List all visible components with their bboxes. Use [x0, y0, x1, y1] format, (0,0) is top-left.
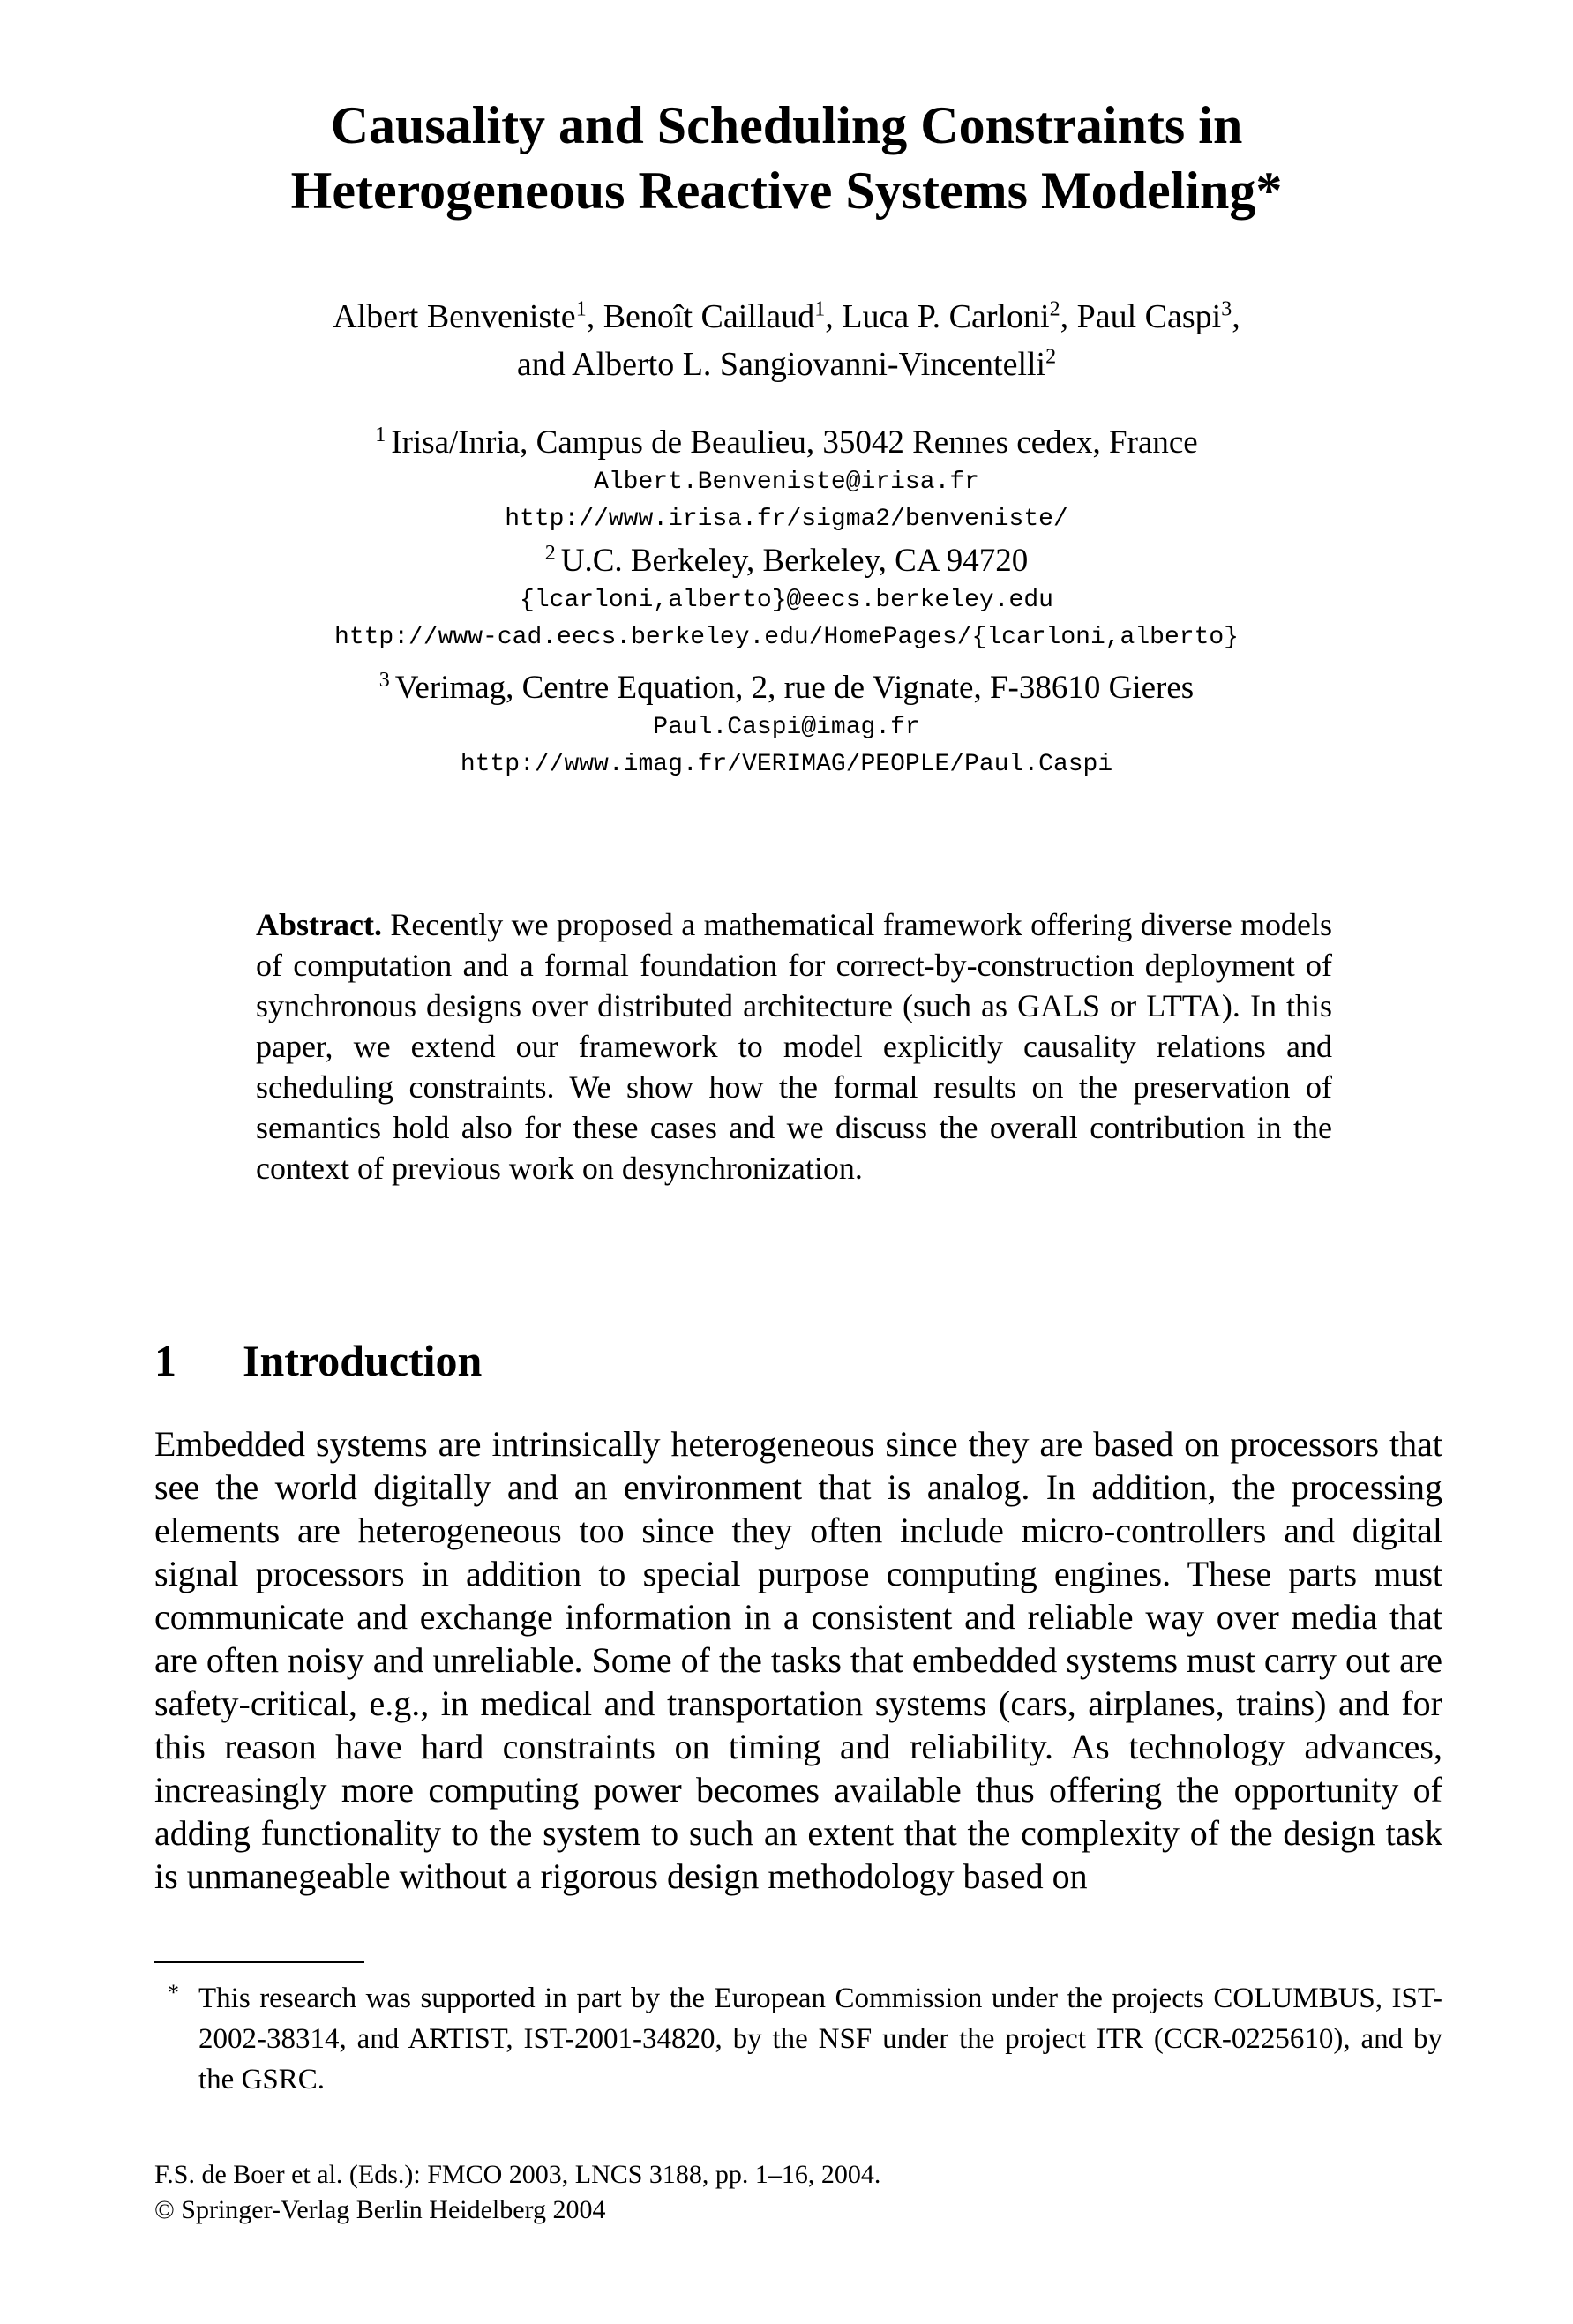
affiliation-email: Paul.Caspi@imag.fr [653, 714, 920, 741]
affiliation-name: $^1$ Irisa/Inria, Campus de Beaulieu, 35042 Rennes cedex, France [375, 423, 1198, 461]
affiliation-name: $^2$ U.C. Berkeley, Berkeley, CA 94720 [544, 541, 1029, 579]
affiliation-url: http://www-cad.eecs.berkeley.edu/HomePages/{lcarloni,alberto} [334, 624, 1239, 651]
author-affil-sup: 3 [1221, 297, 1232, 321]
author-name: Paul Caspi [1076, 298, 1222, 335]
affiliation-sup: 3 [378, 668, 390, 692]
abstract-label: Abstract. [256, 907, 382, 942]
author-affil-sup: 1 [814, 297, 826, 321]
author-affil-sup: 2 [1045, 345, 1057, 369]
section-heading [154, 1334, 482, 1387]
affiliation-sup: 1 [375, 423, 386, 446]
citation-line: F.S. de Boer et al. (Eds.): FMCO 2003, LNCS 3188, pp. 1–16, 2004. [154, 2160, 881, 2189]
author-affil-sup: 2 [1049, 297, 1060, 321]
affiliation-1 [0, 424, 1573, 536]
footnote-text: This research was supported in part by the European Commission under the projects COLUMBUS, IST-2002-38314, and ARTIST, IST-2001-34820, by the NSF under the project ITR (CCR-0225610), and by the GSRC. [198, 1983, 1442, 2095]
intro-paragraph: Embedded systems are intrinsically heterogeneous since they are based on processors that see the world digitally and an environment that is analog. In addition, the processing elements are heterogeneous too since they often include micro-controllers and digital signal processors in addition to special purpose computing engines. These parts must communicate and exchange information in a consistent and reliable way over media that are often noisy and unreliable. Some of the tasks that embedded systems must carry out are safety-critical, e.g., in medical and transportation systems (cars, airplanes, trains) and for this reason have hard constraints on timing and reliability. As technology advances, increasingly more computing power becomes available thus offering the opportunity of adding functionality to the system to such an extent that the complexity of the design task is unmanegeable without a rigorous design methodology based on [154, 1424, 1442, 1896]
section-title: Introduction [243, 1336, 483, 1385]
affiliation-sup: 2 [544, 541, 556, 565]
abstract [256, 904, 1332, 1188]
abstract-text: Recently we proposed a mathematical framework offering diverse models of computation and a formal foundation for correct-by-construction deployment of synchronous designs over distributed architecture (such as GALS or LTTA). In this paper, we extend our framework to model explicitly causality relations and scheduling constraints. We show how the formal results on the preservation of semantics hold also for these cases and we discuss the overall contribution in the context of previous work on desynchronization. [256, 907, 1333, 1186]
footnote-mark: * [168, 1980, 179, 2005]
author-line-2 [0, 341, 1573, 388]
affiliation-email: {lcarloni,alberto}@eecs.berkeley.edu [520, 587, 1053, 614]
author-line-1: Albert Benveniste$^1$, Benoît Caillaud$^1$, Luca P. Carloni$^2$, Paul Caspi$^3$, [333, 297, 1240, 335]
author-affil-sup: 1 [575, 297, 587, 321]
paper-title [0, 93, 1573, 223]
section-number: 1 [154, 1336, 176, 1385]
affiliation-name: $^3$ Verimag, Centre Equation, 2, rue de Vignate, F-38610 Gieres [378, 668, 1195, 706]
copyright-line: © Springer-Verlag Berlin Heidelberg 2004 [154, 2195, 606, 2224]
author-name: and Alberto L. Sangiovanni-Vincentelli [516, 346, 1046, 383]
author-list [0, 293, 1573, 388]
affiliation-2 [0, 542, 1573, 655]
author-name: Luca P. Carloni [842, 298, 1050, 335]
affiliation-url: http://www.irisa.fr/sigma2/benveniste/ [505, 506, 1068, 533]
copyright-block [154, 2157, 880, 2228]
author-name: Albert Benveniste [333, 298, 576, 335]
footnote-rule [154, 1961, 364, 1963]
affiliation-email: Albert.Benveniste@irisa.fr [594, 469, 979, 496]
author-name: Benoît Caillaud [603, 298, 815, 335]
title-line-1: Causality and Scheduling Constraints in [330, 96, 1243, 154]
affiliation-3 [0, 669, 1573, 782]
title-line-2: Heterogeneous Reactive Systems Modeling* [290, 161, 1283, 220]
footnote [154, 1978, 1442, 2100]
affiliation-url: http://www.imag.fr/VERIMAG/PEOPLE/Paul.Caspi [460, 751, 1113, 778]
